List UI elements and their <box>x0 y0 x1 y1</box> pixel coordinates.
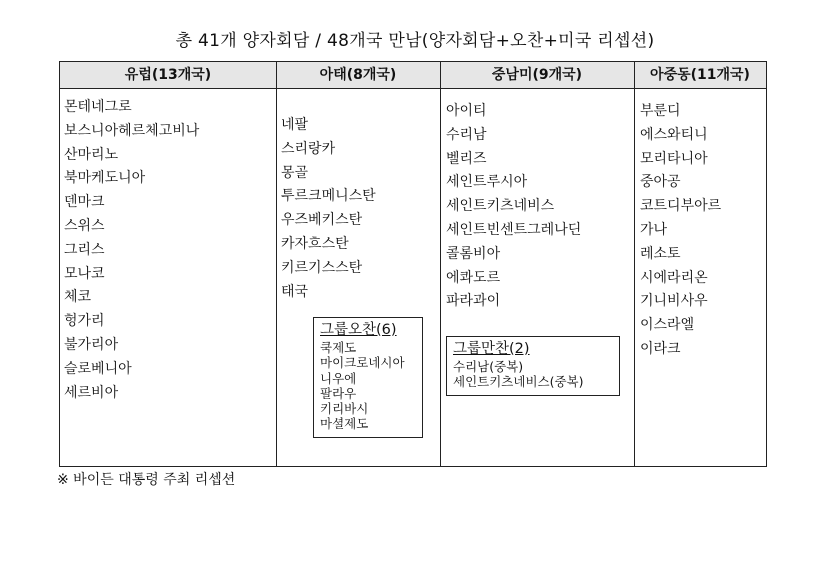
header-africa-middle-east: 아중동(11개국) <box>650 67 750 83</box>
list-item: 세인트키츠네비스 <box>446 198 555 215</box>
column-divider <box>634 62 635 466</box>
list-item: 중아공 <box>640 174 681 191</box>
group-luncheon-box <box>313 317 423 438</box>
list-item: 스리랑카 <box>281 140 336 157</box>
group-luncheon-list <box>318 340 418 432</box>
list-item: 보스니아헤르체고비나 <box>64 122 200 139</box>
list-item: 스위스 <box>64 217 105 234</box>
list-item: 태국 <box>281 283 309 300</box>
list-item: 세인트빈센트그레나딘 <box>446 221 582 238</box>
list-item: 아이티 <box>446 103 487 119</box>
list-item: 모리타니아 <box>640 150 708 167</box>
list-item: 우즈베키스탄 <box>281 212 363 229</box>
list-item: 그리스 <box>64 241 105 258</box>
list-item: 이라크 <box>640 340 681 357</box>
list-item: 콜롬비아 <box>446 245 501 262</box>
africa-middle-east-country-list <box>640 100 721 362</box>
list-item: 에콰도르 <box>446 269 501 286</box>
list-item: 팔라우 <box>320 385 357 401</box>
group-dinner-list <box>451 359 615 390</box>
list-item: 레소토 <box>640 245 681 262</box>
list-item: 헝가리 <box>64 313 105 330</box>
list-item: 파라과이 <box>446 293 501 310</box>
europe-country-list <box>64 96 199 405</box>
column-divider <box>276 62 277 466</box>
asia-pacific-country-list <box>281 114 376 304</box>
country-table <box>59 61 767 467</box>
list-item: 몽골 <box>281 164 309 181</box>
list-item: 수리남(중복) <box>453 359 524 374</box>
list-item: 키르기스스탄 <box>281 259 363 276</box>
list-item: 덴마크 <box>64 194 105 211</box>
list-item: 세르비아 <box>64 384 119 401</box>
list-item: 에스와티니 <box>640 126 708 143</box>
list-item: 부룬디 <box>640 103 681 119</box>
group-luncheon-title: 그룹오찬(6) <box>320 322 397 338</box>
list-item: 시에라리온 <box>640 269 708 286</box>
list-item: 슬로베니아 <box>64 360 132 377</box>
list-item: 기니비사우 <box>640 293 708 310</box>
list-item: 이스라엘 <box>640 317 695 334</box>
list-item: 코트디부아르 <box>640 198 722 215</box>
header-latin-america: 중남미(9개국) <box>491 67 583 83</box>
list-item: 모나코 <box>64 265 105 282</box>
list-item: 카자흐스탄 <box>281 235 349 252</box>
list-item: 네팔 <box>281 117 309 133</box>
list-item: 니우에 <box>320 370 357 386</box>
list-item: 세인트키츠네비스(중복) <box>453 374 584 390</box>
list-item: 체코 <box>64 289 92 306</box>
footnote: ※ 바이든 대통령 주최 리셉션 <box>57 472 236 488</box>
list-item: 세인트루시아 <box>446 174 528 191</box>
list-item: 마이크로네시아 <box>320 355 405 371</box>
group-dinner-title: 그룹만찬(2) <box>453 341 530 357</box>
list-item: 투르크메니스탄 <box>281 188 376 205</box>
latin-america-country-list <box>446 100 581 314</box>
list-item: 벨리즈 <box>446 150 487 167</box>
list-item: 수리남 <box>446 126 487 143</box>
list-item: 북마케도니아 <box>64 170 146 187</box>
list-item: 키리바시 <box>320 401 369 417</box>
list-item: 마셜제도 <box>320 416 369 432</box>
list-item: 쿡제도 <box>320 340 357 355</box>
column-divider <box>440 62 441 466</box>
page-title: 총 41개 양자회담 / 48개국 만남(양자회담+오찬+미국 리셉션) <box>175 31 655 51</box>
list-item: 몬테네그로 <box>64 99 132 115</box>
header-europe: 유럽(13개국) <box>124 67 212 83</box>
list-item: 불가리아 <box>64 336 119 353</box>
list-item: 산마리노 <box>64 146 119 163</box>
header-asia-pacific: 아태(8개국) <box>319 67 397 83</box>
list-item: 가나 <box>640 221 668 238</box>
group-dinner-box <box>446 336 620 396</box>
